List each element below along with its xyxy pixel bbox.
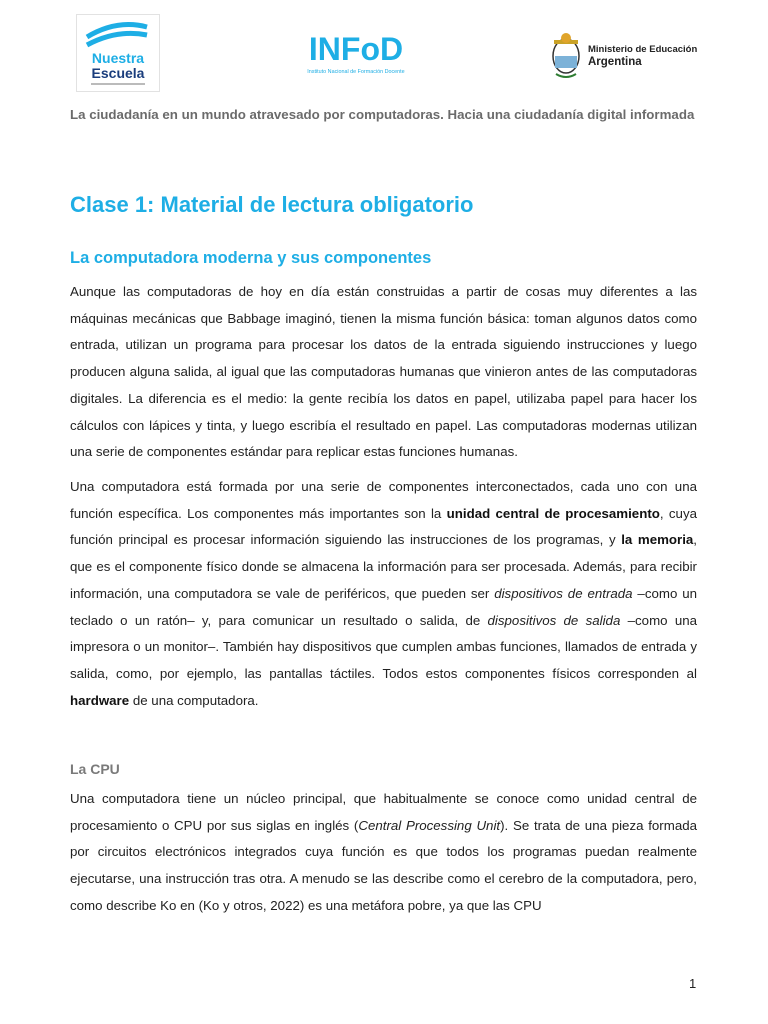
nuestra-escuela-logo xyxy=(76,14,160,92)
section-heading: La computadora moderna y sus componentes xyxy=(70,249,432,267)
infod-subtitle: Instituto Nacional de Formación Docente xyxy=(307,69,405,75)
ministerio-line1: Ministerio de Educación xyxy=(588,44,698,55)
term-entrada: dispositivos de entrada xyxy=(494,585,633,601)
escudo-icon xyxy=(553,33,579,77)
logo-ne-line2: Escuela xyxy=(91,65,145,81)
infod-logo xyxy=(286,30,426,80)
page-title: Clase 1: Material de lectura obligatorio xyxy=(70,192,474,217)
paragraph-components: Una computadora está formada por una serie de componentes interconectados, cada uno con una función específica. Los componentes más importantes son la unidad central de procesamiento, cuya función principal es procesar información siguiendo las instrucciones de los programas, y la memoria, que es el componente físico donde se almacena la información para ser procesada. Además, para recibir información, una computadora se vale de periféricos, que pueden ser dispositivos de entrada –como un teclado o un ratón– y, para comunicar un resultado o salida, de dispositivos de salida –como una impresora o un monitor–. También hay dispositivos que cumplen ambas funciones, llamados de entrada y salida, como, por ejemplo, las pantallas táctiles. Todos estos componentes físicos corresponden al hardware de una computadora. xyxy=(70,479,698,708)
term-memoria: la memoria xyxy=(621,532,694,548)
paragraph-intro: Aunque las computadoras de hoy en día están construidas a partir de cosas muy diferentes a las máquinas mecánicas que Babbage imaginó, tienen la misma función básica: toman algunos datos como entrada, utilizan un programa para procesar los datos de la entrada siguiendo instrucciones y luego producen alguna salida, al igual que las computadoras humanas que vinieron antes de las computadoras digitales. La diferencia es el medio: la gente recibía los datos en papel, utilizaba papel para hacer los cálculos con lápices y tinta, y luego escribía el resultado en papel. Las computadoras modernas utilizan una serie de componentes estándar para replicar estas funciones humanas. xyxy=(70,284,697,460)
infod-title: INFoD xyxy=(308,31,404,67)
term-central-processing-unit: Central Processing Unit xyxy=(358,817,501,833)
term-cpu: unidad central de procesamiento xyxy=(446,505,660,521)
page-number: 1 xyxy=(689,976,697,991)
term-hardware: hardware xyxy=(70,692,130,708)
course-subtitle: La ciudadanía en un mundo atravesado por computadoras. Hacia una ciudadanía digital informada xyxy=(70,107,695,122)
logo-ne-line1: Nuestra xyxy=(91,50,145,66)
term-salida: dispositivos de salida xyxy=(487,612,621,628)
subsection-heading-cpu: La CPU xyxy=(70,761,120,777)
ministerio-logo xyxy=(548,28,708,80)
paragraph-cpu: Una computadora tiene un núcleo principal, que habitualmente se conoce como unidad central de procesamiento o CPU por sus siglas en inglés (Central Processing Unit). Se trata de una pieza formada por circuitos electrónicos integrados cuya función es que todos los programas puedan realmente ejecutarse, una instrucción tras otra. A menudo se las describe como el cerebro de la computadora, pero, como describe Ko en (Ko y otros, 2022) es una metáfora pobre, ya que las CPU xyxy=(70,791,697,913)
ministerio-line2: Argentina xyxy=(588,56,642,68)
page-header xyxy=(0,10,768,90)
